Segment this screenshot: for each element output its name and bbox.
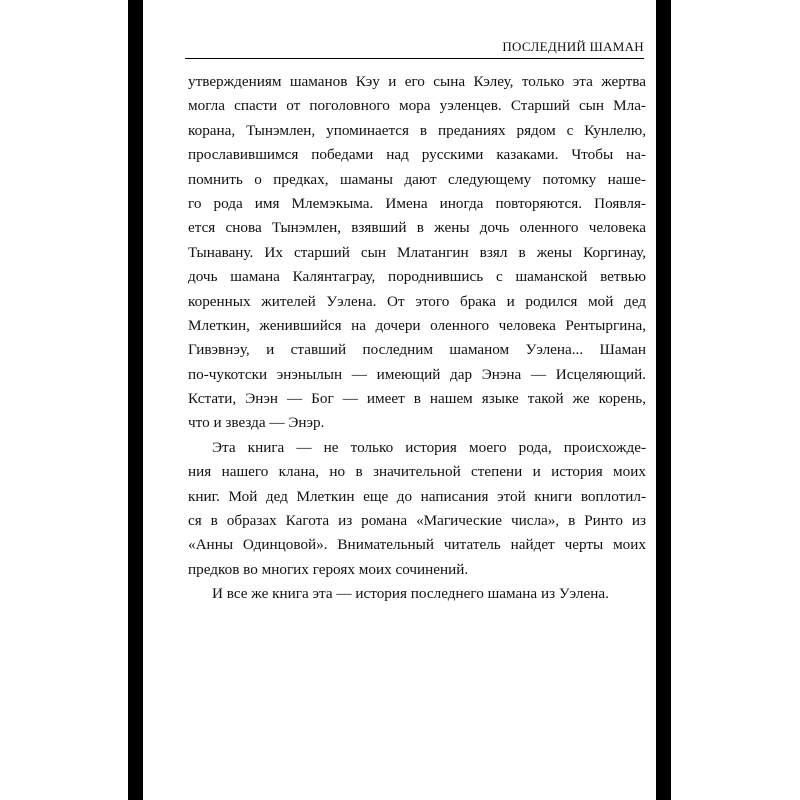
text-line: помнить о предках, шаманы дают следующему потомку наше- <box>188 170 646 188</box>
text-line: книг. Мой дед Млеткин еще до написания этой книги воплотил- <box>188 487 646 505</box>
text-line: дочь шамана Калянтаграу, породнившись с шаманской ветвью <box>188 268 646 286</box>
text-line: го рода имя Млемэкыма. Имена иногда повторяются. Появля- <box>188 194 646 212</box>
text-line: Млеткин, женившийся на дочери оленного человека Рентыргина, <box>188 316 646 334</box>
text-line: коренных жителей Уэлена. От этого брака и родился мой дед <box>188 292 646 310</box>
text-line: И все же книга эта — история последнего шамана из Уэлена. <box>212 585 609 603</box>
running-head: ПОСЛЕДНИЙ ШАМАН <box>185 36 644 59</box>
text-line: прославившимся победами над русскими казаками. Чтобы на- <box>188 146 646 164</box>
text-line: Тынавану. Их старший сын Млатангин взял в жены Коргинау, <box>188 243 646 261</box>
text-line: ется снова Тынэмлен, взявший в жены дочь оленного человека <box>188 219 646 237</box>
text-line: корана, Тынэмлен, упоминается в преданиях рядом с Кунлелю, <box>188 121 646 139</box>
text-line: ся в образах Кагота из романа «Магические числа», в Ринто из <box>188 512 646 530</box>
text-line: утверждениям шаманов Кэу и его сына Кэлеу, только эта жертва <box>188 73 646 90</box>
text-line: предков во многих героях моих сочинений. <box>188 560 469 578</box>
left-page-border <box>128 0 143 800</box>
book-page <box>143 0 656 800</box>
text-line: что и звезда — Энэр. <box>188 414 325 432</box>
text-line: «Анны Одинцовой». Внимательный читатель найдет черты моих <box>188 536 646 554</box>
text-line: Кстати, Энэн — Бог — имеет в нашем языке такой же корень, <box>188 390 646 408</box>
text-line: Эта книга — не только история моего рода, происхожде- <box>212 438 646 456</box>
text-line: могла спасти от поголовного мора уэленцев. Старший сын Млa- <box>188 97 646 115</box>
text-line: ния нашего клана, но в значительной степени и история моих <box>188 463 646 481</box>
right-page-border <box>656 0 671 800</box>
text-line: по-чукотски энэнылын — имеющий дар Энэна — Исцеляющий. <box>188 365 646 383</box>
body-text <box>188 70 646 607</box>
text-line: Гивэвнэу, и ставший последним шаманом Уэлена... Шаман <box>188 341 646 359</box>
